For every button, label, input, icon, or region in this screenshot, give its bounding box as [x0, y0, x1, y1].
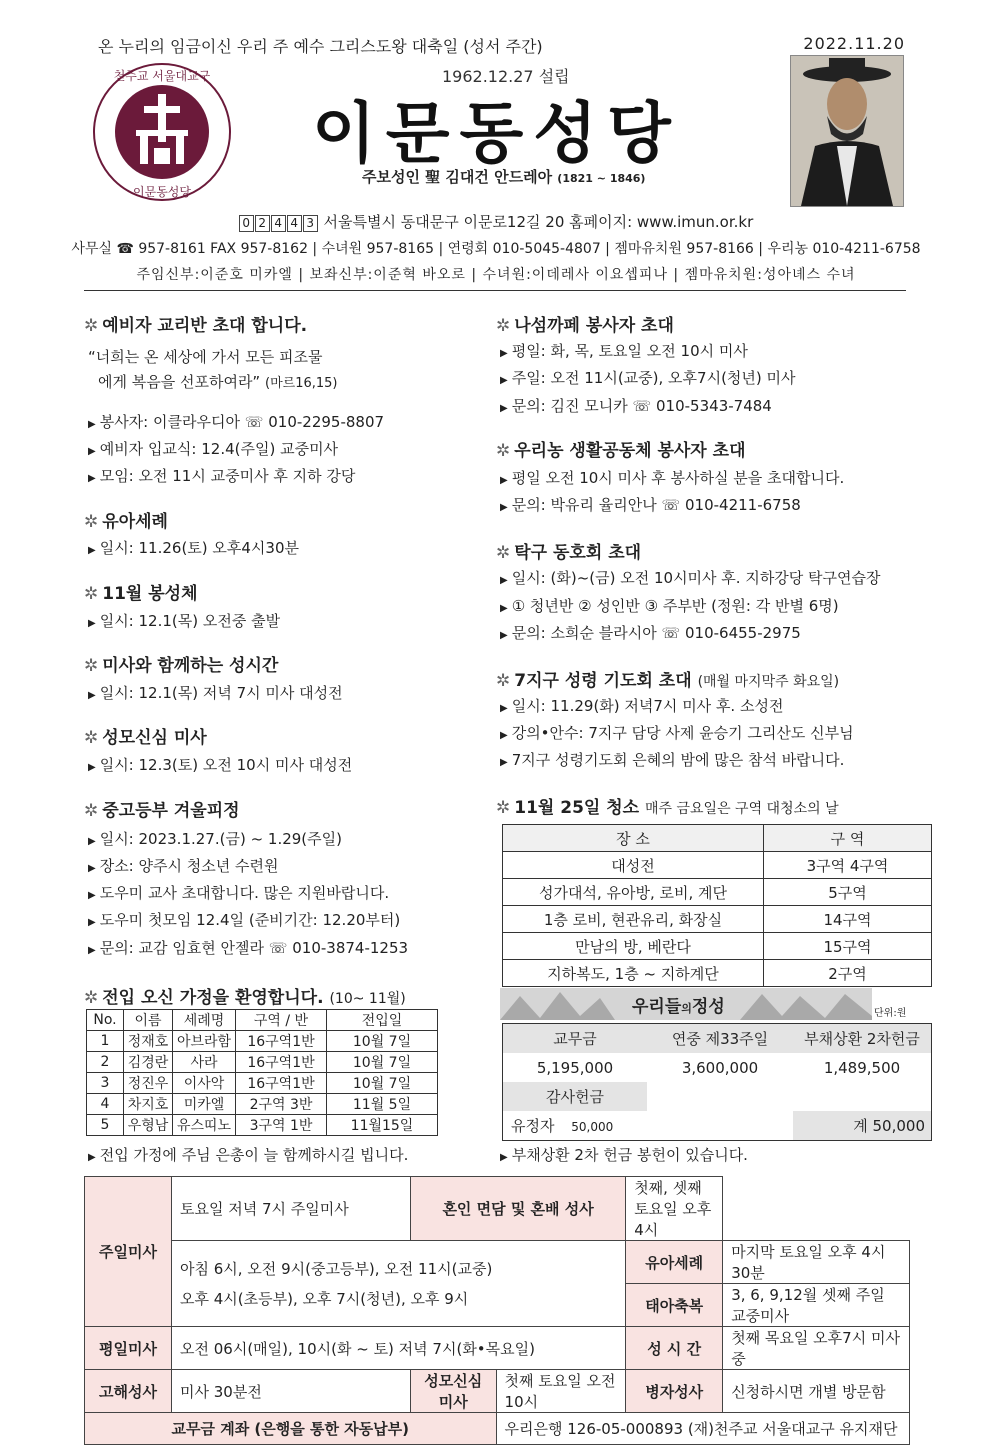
- table-row: 대성전 3구역 4구역: [503, 852, 932, 879]
- section-winter-camp-title: ✲ 중고등부 겨울피정: [84, 801, 240, 821]
- list-item: ▶ ① 청년반 ② 성인반 ③ 주부반 (정원: 각 반별 6명): [500, 597, 839, 615]
- list-item: ▶ 장소: 양주시 청소년 수련원: [88, 857, 279, 875]
- phone-numbers: 사무실 ☎ 957-8161 FAX 957-8162 | 수녀원 957-8165 | 연령회 010-5045-4807 | 젬마유치원 957-8166 | 우리농 010-4211-6758: [71, 241, 921, 257]
- table-row: 성가대석, 유아방, 로비, 계단 5구역: [503, 879, 932, 906]
- star-icon: ✲: [496, 441, 511, 461]
- star-icon: ✲: [84, 584, 99, 604]
- offering-note: ▶ 부채상환 2차 헌금 봉헌이 있습니다.: [500, 1146, 748, 1164]
- table-row: 5 우형남 유스띠노 3구역 1반 11월15일: [87, 1115, 438, 1136]
- offering-title: 우리들의정성: [632, 997, 725, 1017]
- bullet-icon: ▶: [500, 630, 508, 641]
- section-prayer-title: ✲ 7지구 성령 기도회 초대 (매월 마지막주 화요일): [496, 671, 840, 691]
- list-item: ▶ 도우미 교사 초대합니다. 많은 지원바랍니다.: [88, 884, 390, 902]
- list-item: ▶ 예비자 입교식: 12.4(주일) 교중미사: [88, 440, 339, 458]
- section-communion-title: ✲ 11월 봉성체: [84, 584, 198, 604]
- parish-logo: [92, 62, 232, 202]
- star-icon: ✲: [84, 512, 99, 532]
- bullet-icon: ▶: [88, 690, 96, 701]
- zip-code: 0 2 4 4 3: [239, 213, 319, 231]
- list-item: ▶ 7지구 성령기도회 은혜의 밤에 많은 참석 바랍니다.: [500, 751, 845, 769]
- list-item: ▶ 일시: 2023.1.27.(금) ~ 1.29(주일): [88, 830, 342, 848]
- bullet-icon: ▶: [500, 575, 508, 586]
- table-row: 감사헌금: [503, 1082, 932, 1111]
- star-icon: ✲: [84, 801, 99, 821]
- list-item: ▶ 모임: 오전 11시 교중미사 후 지하 강당: [88, 467, 356, 485]
- founded-date: 1962.12.27 설립: [442, 67, 570, 86]
- star-icon: ✲: [496, 798, 511, 818]
- star-icon: ✲: [496, 671, 511, 691]
- section-catechumen-title: ✲ 예비자 교리반 초대 합니다.: [84, 316, 308, 336]
- bullet-icon: ▶: [500, 375, 508, 386]
- bullet-icon: ▶: [88, 1152, 96, 1163]
- offering-table: [502, 1023, 932, 1141]
- section-marian-mass-title: ✲ 성모신심 미사: [84, 728, 207, 748]
- bullet-icon: ▶: [88, 419, 96, 430]
- section-cafe-title: ✲ 나섬까페 봉사자 초대: [496, 316, 674, 336]
- patron-name: 주보성인 聖 김대건 안드레아: [362, 168, 553, 186]
- list-item: ▶ 일시: 12.1(목) 저녁 7시 미사 대성전: [88, 684, 343, 702]
- table-header-row: 장 소 구 역: [503, 825, 932, 852]
- bullet-icon: ▶: [88, 890, 96, 901]
- bullet-icon: ▶: [88, 473, 96, 484]
- bible-quote: “너희는 온 세상에 가서 모든 피조물 에게 복음을 선포하여라” (마르16,15): [88, 348, 338, 391]
- section-table-tennis-title: ✲ 탁구 동호회 초대: [496, 543, 642, 563]
- list-item: ▶ 주일: 오전 11시(교중), 오후7시(청년) 미사: [500, 369, 796, 387]
- header-top-line: [90, 34, 905, 56]
- star-icon: ✲: [496, 543, 511, 563]
- list-item: ▶ 일시: 12.3(토) 오전 10시 미사 대성전: [88, 756, 353, 774]
- list-item: ▶ 평일 오전 10시 미사 후 봉사하실 분을 초대합니다.: [500, 469, 845, 487]
- offering-banner: [500, 988, 872, 1020]
- bullet-icon: ▶: [500, 730, 508, 741]
- patron-saint: [362, 166, 645, 187]
- header-divider: [84, 290, 906, 291]
- table-row: 유정자 50,000 계 50,000: [503, 1111, 932, 1141]
- star-icon: ✲: [84, 316, 99, 336]
- table-row: 4 차지호 미카엘 2구역 3반 11월 5일: [87, 1094, 438, 1115]
- bullet-icon: ▶: [500, 1152, 508, 1163]
- bullet-icon: ▶: [88, 945, 96, 956]
- star-icon: ✲: [496, 316, 511, 336]
- bullet-icon: ▶: [88, 836, 96, 847]
- table-row: 1층 로비, 현관유리, 화장실 14구역: [503, 906, 932, 933]
- section-new-families-title: ✲ 전입 오신 가정을 환영합니다. (10~ 11월): [84, 988, 406, 1008]
- bullet-icon: ▶: [500, 502, 508, 513]
- section-cleaning-title: ✲ 11월 25일 청소 매주 금요일은 구역 대청소의 날: [496, 798, 839, 818]
- patron-portrait: [790, 55, 904, 207]
- list-item: ▶ 강의•안수: 7지구 담당 사제 윤승기 그리산도 신부님: [500, 724, 854, 742]
- address-line: [0, 211, 992, 232]
- list-item: ▶ 일시: (화)~(금) 오전 10시미사 후. 지하강당 탁구연습장: [500, 569, 881, 587]
- star-icon: ✲: [84, 656, 99, 676]
- bullet-icon: ▶: [88, 863, 96, 874]
- star-icon: ✲: [84, 988, 99, 1008]
- list-item: ▶ 일시: 11.29(화) 저녁7시 미사 후. 소성전: [500, 697, 784, 715]
- bullet-icon: ▶: [500, 403, 508, 414]
- list-item: ▶ 문의: 교감 임효현 안젤라 ☏ 010-3874-1253: [88, 939, 409, 957]
- table-row: 5,195,000 3,600,000 1,489,500: [536, 1058, 901, 1077]
- table-row: 3 정진우 이사악 16구역1반 10월 7일: [87, 1073, 438, 1094]
- bullet-icon: ▶: [500, 475, 508, 486]
- section-infant-baptism-title: ✲ 유아세례: [84, 512, 168, 532]
- list-item: ▶ 봉사자: 이클라우디아 ☏ 010-2295-8807: [88, 413, 385, 431]
- new-families-table: [86, 1009, 438, 1136]
- bullet-icon: ▶: [88, 545, 96, 556]
- cleaning-table: [502, 824, 932, 987]
- list-item: ▶ 도우미 첫모임 12.4일 (준비기간: 12.20부터): [88, 911, 401, 929]
- star-icon: ✲: [84, 728, 99, 748]
- feast-motto: 온 누리의 임금이신 우리 주 예수 그리스도왕 대축일 (성서 주간): [98, 37, 543, 56]
- issue-date: 2022.11.20: [803, 34, 905, 53]
- table-row: 1 정재호 아브라함 16구역1반 10월 7일: [87, 1031, 438, 1052]
- bullet-icon: ▶: [88, 762, 96, 773]
- table-header-row: 교무금 연중 제33주일 부채상환 2차헌금: [503, 1024, 932, 1054]
- patron-years: (1821 ~ 1846): [557, 172, 646, 185]
- list-item: ▶ 일시: 12.1(목) 오전중 출발: [88, 612, 281, 630]
- svg-text:이문동성당: 이문동성당: [133, 185, 191, 199]
- bullet-icon: ▶: [500, 703, 508, 714]
- list-item: ▶ 문의: 김진 모니카 ☏ 010-5343-7484: [500, 397, 772, 415]
- bullet-icon: ▶: [88, 618, 96, 629]
- bullet-icon: ▶: [500, 757, 508, 768]
- list-item: ▶ 문의: 소희순 블라시아 ☏ 010-6455-2975: [500, 624, 801, 642]
- bullet-icon: ▶: [500, 348, 508, 359]
- new-families-note: ▶ 전입 가정에 주님 은총이 늘 함께하시길 빕니다.: [88, 1146, 409, 1164]
- section-holy-hour-title: ✲ 미사와 함께하는 성시간: [84, 656, 279, 676]
- bullet-icon: ▶: [88, 917, 96, 928]
- list-item: ▶ 일시: 11.26(토) 오후4시30분: [88, 539, 300, 557]
- table-row: 만남의 방, 베란다 15구역: [503, 933, 932, 960]
- list-item: ▶ 문의: 박유리 율리안나 ☏ 010-4211-6758: [500, 496, 801, 514]
- bullet-icon: ▶: [88, 446, 96, 457]
- section-woorinong-title: ✲ 우리농 생활공동체 봉사자 초대: [496, 441, 746, 461]
- bullet-icon: ▶: [500, 603, 508, 614]
- table-row: 지하복도, 1층 ~ 지하계단 2구역: [503, 960, 932, 987]
- address-text: 서울특별시 동대문구 이문로12길 20 홈페이지: www.imun.or.kr: [323, 213, 754, 231]
- church-name: 이문동성당: [312, 95, 681, 172]
- clergy-list: 주임신부:이준호 미카엘 | 보좌신부:이준혁 바오로 | 수녀원:이데레사 이요셉피나 | 젬마유치원:성아녜스 수녀: [136, 267, 856, 283]
- mass-schedule-table: 주일미사 토요일 저녁 7시 주일미사 혼인 면담 및 혼배 성사 첫째, 셋째 토요일 오후 4시 아침 6시, 오전 9시(중고등부), 오전 11시(교중) 오후 4시(초등부), 오후 7시(청년), 오후 9시 유아세례 마지막 토요일 오후 4시 30분 태아축복 3, 6, 9,12월 셋째 주일 교중미사 평일미사 오전 06시(매일), 10시(화 ~ 토) 저녁 7시(화•목요일) 성 시 간 첫째 목요일 오후7시 미사 중 고해성사 미사 30분전 성모신심미사 첫째 토요일 오전10시 병자성사 신청하시면 개별 방문함 교무금 계좌 (은행을 통한 자동납부) 우리은행 126-05-000893 (재)천주교 서울대교구 유지재단: [84, 1176, 910, 1445]
- table-header-row: No. 이름 세례명 구역 / 반 전입일: [87, 1010, 438, 1031]
- table-row: 2 김경란 사라 16구역1반 10월 7일: [87, 1052, 438, 1073]
- offering-unit: 단위:원: [874, 1008, 907, 1019]
- list-item: ▶ 평일: 화, 목, 토요일 오전 10시 미사: [500, 342, 748, 360]
- svg-text:천주교 서울대교구: 천주교 서울대교구: [113, 69, 211, 83]
